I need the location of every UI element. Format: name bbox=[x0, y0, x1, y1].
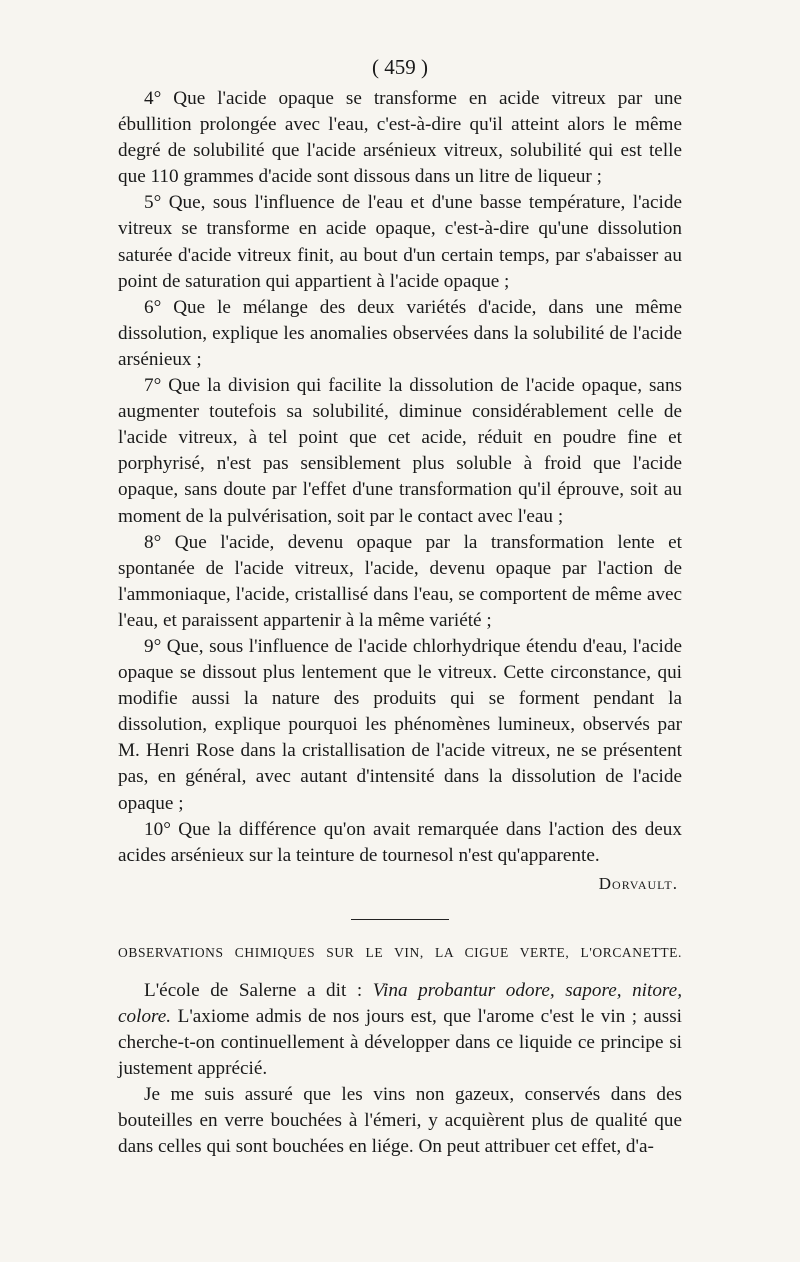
paragraph-6: 6° Que le mélange des deux variétés d'acide, dans une même dissolution, explique les anomalies observées dans la solubilité de l'acide arsénieux ; bbox=[118, 296, 682, 370]
paragraph-9: 9° Que, sous l'influence de l'acide chlorhydrique étendu d'eau, l'acide opaque se dissout plus lentement que le vitreux. Cette circonstance, qui modifie aussi la nature des produits qui se forment pendant la dissolution, explique pourquoi les phénomènes lumineux, observés par M. Henri Rose dans la cristallisation de l'acide vitreux, ne se présentent pas, en général, avec autant d'intensité dans la dissolution de l'acide opaque ; bbox=[118, 635, 682, 814]
latin-quote: Vina probantur odore, sapore, nitore, colore. bbox=[118, 979, 682, 1027]
paragraph-7: 7° Que la division qui facilite la dissolution de l'acide opaque, sans augmenter toutefois sa solubilité, diminue considérablement celle de l'acide vitreux, à tel point que cet acide, réduit en poudre fine et porphyrisé, n'est pas sensiblement plus soluble à froid que l'acide opaque, sans doute par l'effet d'une transformation qu'il éprouve, soit au moment de la pulvérisation, soit par le contact avec l'eau ; bbox=[118, 375, 682, 527]
paragraph-8: 8° Que l'acide, devenu opaque par la transformation lente et spontanée de l'acide vitreux, l'acide, devenu opaque par l'action de l'ammoniaque, l'acide, cristallisé dans l'eau, se comportent de même avec l'eau, et paraissent appartenir à la même variété ; bbox=[118, 531, 682, 631]
section-paragraph-1-lead: L'école de Salerne a dit : bbox=[144, 979, 373, 1001]
section-paragraph-1-rest: L'axiome admis de nos jours est, que l'arome c'est le vin ; aussi cherche-t-on continuellement à développer dans ce liquide ce principe si justement apprécié. bbox=[118, 1005, 682, 1080]
author-signature: Dorvault. bbox=[598, 873, 678, 893]
section-paragraph-1 bbox=[118, 978, 682, 1082]
section-paragraph-2: Je me suis assuré que les vins non gazeux, conservés dans des bouteilles en verre bouchées à l'émeri, y acquièrent plus de qualité que dans celles qui sont bouchées en liége. On peut attribuer cet effet, d'a- bbox=[118, 1084, 682, 1158]
section-divider bbox=[351, 919, 449, 920]
page-number: ( 459 ) bbox=[372, 55, 428, 79]
paragraph-10: 10° Que la différence qu'on avait remarquée dans l'action des deux acides arsénieux sur la teinture de tournesol n'est qu'apparente. bbox=[118, 818, 682, 866]
document-page bbox=[118, 52, 682, 1160]
section-heading: OBSERVATIONS CHIMIQUES SUR LE VIN, LA CIGUE VERTE, L'ORCANETTE. bbox=[118, 944, 682, 960]
paragraph-5: 5° Que, sous l'influence de l'eau et d'une basse température, l'acide vitreux se transforme en acide opaque, c'est-à-dire qu'une dissolution saturée d'acide vitreux finit, au bout d'un certain temps, par s'abaisser au point de saturation qui appartient à l'acide opaque ; bbox=[118, 192, 682, 292]
paragraph-4: 4° Que l'acide opaque se transforme en acide vitreux par une ébullition prolongée avec l'eau, c'est-à-dire qu'il atteint alors le même degré de solubilité que l'acide arsénieux vitreux, solubilité qui est telle que 110 grammes d'acide sont dissous dans un litre de liqueur ; bbox=[118, 88, 682, 188]
